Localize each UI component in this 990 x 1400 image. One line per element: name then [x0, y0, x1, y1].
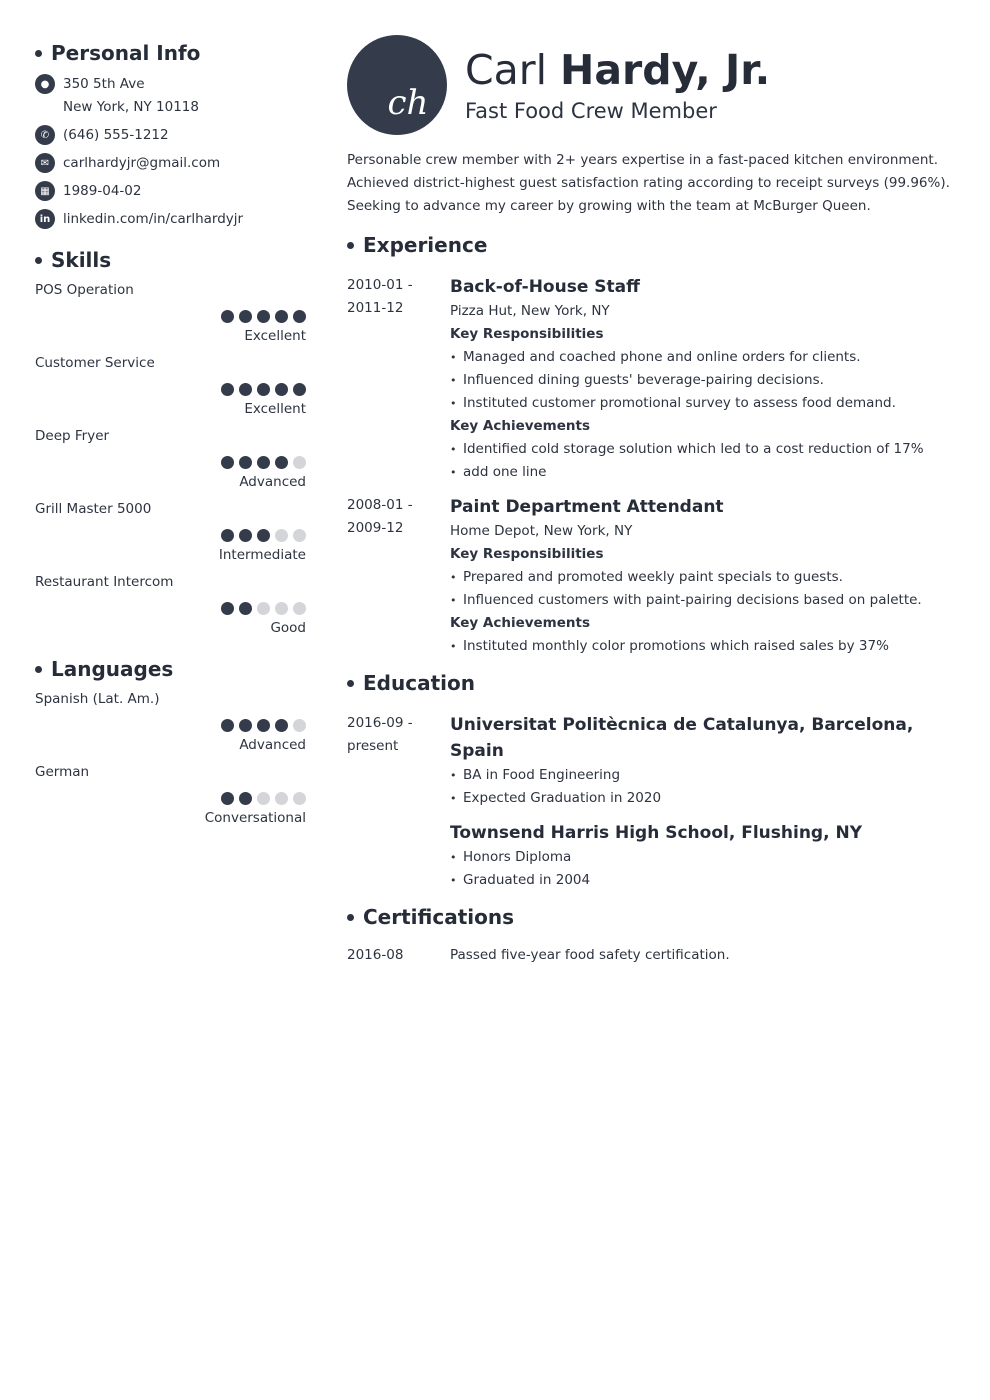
skill-item — [35, 498, 306, 567]
rating-dot-filled-icon — [221, 383, 234, 396]
certification-date: 2016-08 — [347, 947, 404, 963]
item-level: Good — [270, 620, 306, 636]
header — [347, 35, 957, 135]
language-item — [35, 761, 306, 830]
education-details — [450, 820, 957, 892]
birthdate — [35, 180, 306, 203]
section-heading-languages — [35, 654, 306, 684]
rating-dot-empty-icon — [275, 529, 288, 542]
rating-dot-filled-icon — [257, 383, 270, 396]
responsibility-item: • Influenced customers with paint-pairing decisions based on palette. — [450, 589, 957, 612]
rating-dot-empty-icon — [293, 529, 306, 542]
first-name: Carl — [465, 46, 547, 94]
certification-entry — [347, 944, 957, 967]
bullet-icon — [347, 914, 354, 921]
linkedin — [35, 208, 306, 231]
skill-item — [35, 279, 306, 348]
rating-dot-empty-icon — [293, 792, 306, 805]
achievement-item: • Instituted monthly color promotions which raised sales by 37% — [450, 635, 957, 658]
linkedin-icon: in — [35, 209, 55, 229]
experience-list — [347, 274, 957, 658]
rating-dots — [35, 456, 306, 469]
rating-dot-filled-icon — [221, 529, 234, 542]
rating-dot-filled-icon — [275, 719, 288, 732]
section-heading-education — [347, 668, 957, 698]
address — [35, 73, 306, 119]
rating-dot-filled-icon — [221, 792, 234, 805]
rating-dot-empty-icon — [293, 602, 306, 615]
job-title: Back-of-House Staff — [450, 277, 640, 297]
item-level: Intermediate — [218, 547, 306, 563]
responsibility-item: • Prepared and promoted weekly paint specials to guests. — [450, 566, 957, 589]
rating-dots — [35, 719, 306, 732]
item-name: Restaurant Intercom — [35, 574, 174, 590]
rating-dot-filled-icon — [221, 456, 234, 469]
bullet-icon — [35, 257, 42, 264]
education-entry — [347, 820, 957, 892]
skill-item — [35, 352, 306, 421]
rating-dot-filled-icon — [275, 310, 288, 323]
rating-dot-empty-icon — [257, 792, 270, 805]
education-details — [450, 712, 957, 810]
phone — [35, 124, 306, 147]
responsibility-item: • Managed and coached phone and online orders for clients. — [450, 346, 957, 369]
job-entry — [347, 494, 957, 658]
responsibilities-label: Key Responsibilities — [450, 326, 604, 342]
rating-dots — [35, 529, 306, 542]
item-level: Excellent — [244, 401, 306, 417]
phone-icon: ✆ — [35, 125, 55, 145]
item-level: Excellent — [244, 328, 306, 344]
school-name: Universitat Politècnica de Catalunya, Barcelona, Spain — [450, 715, 914, 761]
email — [35, 152, 306, 175]
bullet-icon — [35, 50, 42, 57]
date-end: 2009-12 — [347, 520, 404, 536]
education-dates — [347, 712, 450, 810]
item-name: Grill Master 5000 — [35, 501, 152, 517]
skill-item — [35, 571, 306, 640]
summary: Personable crew member with 2+ years expertise in a fast-paced kitchen environment. Achieved district-highest guest satisfaction rating according to receipt surveys (99.96%). Seeking to advance my career by growing with the team at McBurger Queen. — [347, 152, 950, 214]
item-level: Advanced — [239, 737, 306, 753]
section-heading-skills — [35, 245, 306, 275]
item-name: POS Operation — [35, 282, 134, 298]
item-level: Conversational — [204, 810, 306, 826]
achievements-label: Key Achievements — [450, 418, 591, 434]
address-line1: 350 5th Ave — [63, 76, 145, 92]
education-point: • BA in Food Engineering — [450, 764, 957, 787]
last-name: Hardy, Jr. — [560, 46, 771, 94]
item-name: Deep Fryer — [35, 428, 110, 444]
rating-dot-filled-icon — [239, 456, 252, 469]
initials: ch — [387, 83, 429, 123]
education-entry — [347, 712, 957, 810]
rating-dot-filled-icon — [221, 719, 234, 732]
date-start: 2010-01 - — [347, 277, 413, 293]
rating-dot-filled-icon — [239, 310, 252, 323]
email-text[interactable]: carlhardyjr@gmail.com — [63, 155, 221, 171]
education-point: • Honors Diploma — [450, 846, 957, 869]
rating-dot-filled-icon — [257, 456, 270, 469]
job-entry — [347, 274, 957, 484]
language-item — [35, 688, 306, 757]
rating-dot-filled-icon — [239, 529, 252, 542]
rating-dot-empty-icon — [293, 456, 306, 469]
rating-dot-filled-icon — [293, 383, 306, 396]
bullet-icon — [347, 680, 354, 687]
rating-dot-filled-icon — [239, 602, 252, 615]
rating-dot-empty-icon — [293, 719, 306, 732]
linkedin-link[interactable]: linkedin.com/in/carlhardyjr — [63, 211, 244, 227]
heading-text: Languages — [51, 657, 174, 681]
education-dates — [347, 820, 450, 892]
main — [347, 35, 957, 967]
item-name: German — [35, 764, 90, 780]
job-title: Fast Food Crew Member — [465, 99, 717, 123]
heading-text: Personal Info — [51, 41, 201, 65]
rating-dot-filled-icon — [257, 529, 270, 542]
phone-text: (646) 555-1212 — [63, 127, 169, 143]
achievement-item: • Identified cold storage solution which led to a cost reduction of 17% — [450, 438, 957, 461]
envelope-icon: ✉ — [35, 153, 55, 173]
rating-dots — [35, 792, 306, 805]
education-list — [347, 712, 957, 892]
item-level: Advanced — [239, 474, 306, 490]
date-start: 2008-01 - — [347, 497, 413, 513]
education-point: • Graduated in 2004 — [450, 869, 957, 892]
certification-text: Passed five-year food safety certification. — [450, 947, 730, 963]
rating-dot-empty-icon — [275, 602, 288, 615]
rating-dot-filled-icon — [257, 719, 270, 732]
rating-dot-filled-icon — [275, 456, 288, 469]
job-details — [450, 494, 957, 658]
rating-dot-filled-icon — [275, 383, 288, 396]
achievements-label: Key Achievements — [450, 615, 591, 631]
bullet-icon — [35, 666, 42, 673]
rating-dot-filled-icon — [239, 383, 252, 396]
date-end: 2011-12 — [347, 300, 404, 316]
rating-dot-empty-icon — [257, 602, 270, 615]
responsibility-item: • Influenced dining guests' beverage-pairing decisions. — [450, 369, 957, 392]
full-name — [465, 47, 770, 93]
company: Home Depot, New York, NY — [450, 523, 633, 539]
item-name: Customer Service — [35, 355, 155, 371]
date-end: present — [347, 738, 399, 754]
section-heading-certifications — [347, 902, 957, 932]
sidebar — [35, 38, 306, 830]
heading-text: Skills — [51, 248, 112, 272]
job-dates — [347, 274, 450, 484]
rating-dot-filled-icon — [221, 602, 234, 615]
company: Pizza Hut, New York, NY — [450, 303, 610, 319]
avatar — [347, 35, 447, 135]
location-pin-icon: ● — [35, 74, 55, 94]
dob-text: 1989-04-02 — [63, 183, 142, 199]
rating-dot-empty-icon — [275, 792, 288, 805]
skills-list — [35, 279, 306, 640]
rating-dot-filled-icon — [239, 719, 252, 732]
rating-dot-filled-icon — [239, 792, 252, 805]
section-heading-experience — [347, 230, 957, 260]
bullet-icon — [347, 242, 354, 249]
heading-text: Certifications — [363, 905, 514, 929]
responsibilities-label: Key Responsibilities — [450, 546, 604, 562]
school-name: Townsend Harris High School, Flushing, NY — [450, 823, 863, 843]
calendar-icon: ▦ — [35, 181, 55, 201]
item-name: Spanish (Lat. Am.) — [35, 691, 160, 707]
skill-item — [35, 425, 306, 494]
responsibility-item: • Instituted customer promotional survey to assess food demand. — [450, 392, 957, 415]
address-line2: New York, NY 10118 — [63, 99, 199, 115]
certifications-list — [347, 944, 957, 967]
date-start: 2016-09 - — [347, 715, 413, 731]
heading-text: Education — [363, 671, 475, 695]
job-title: Paint Department Attendant — [450, 497, 724, 517]
job-details — [450, 274, 957, 484]
education-point: • Expected Graduation in 2020 — [450, 787, 957, 810]
languages-list — [35, 688, 306, 830]
heading-text: Experience — [363, 233, 488, 257]
rating-dot-filled-icon — [257, 310, 270, 323]
rating-dots — [35, 310, 306, 323]
section-heading-personal-info — [35, 38, 306, 68]
achievement-item: • add one line — [450, 461, 957, 484]
rating-dot-filled-icon — [221, 310, 234, 323]
rating-dots — [35, 602, 306, 615]
rating-dot-filled-icon — [293, 310, 306, 323]
rating-dots — [35, 383, 306, 396]
job-dates — [347, 494, 450, 658]
